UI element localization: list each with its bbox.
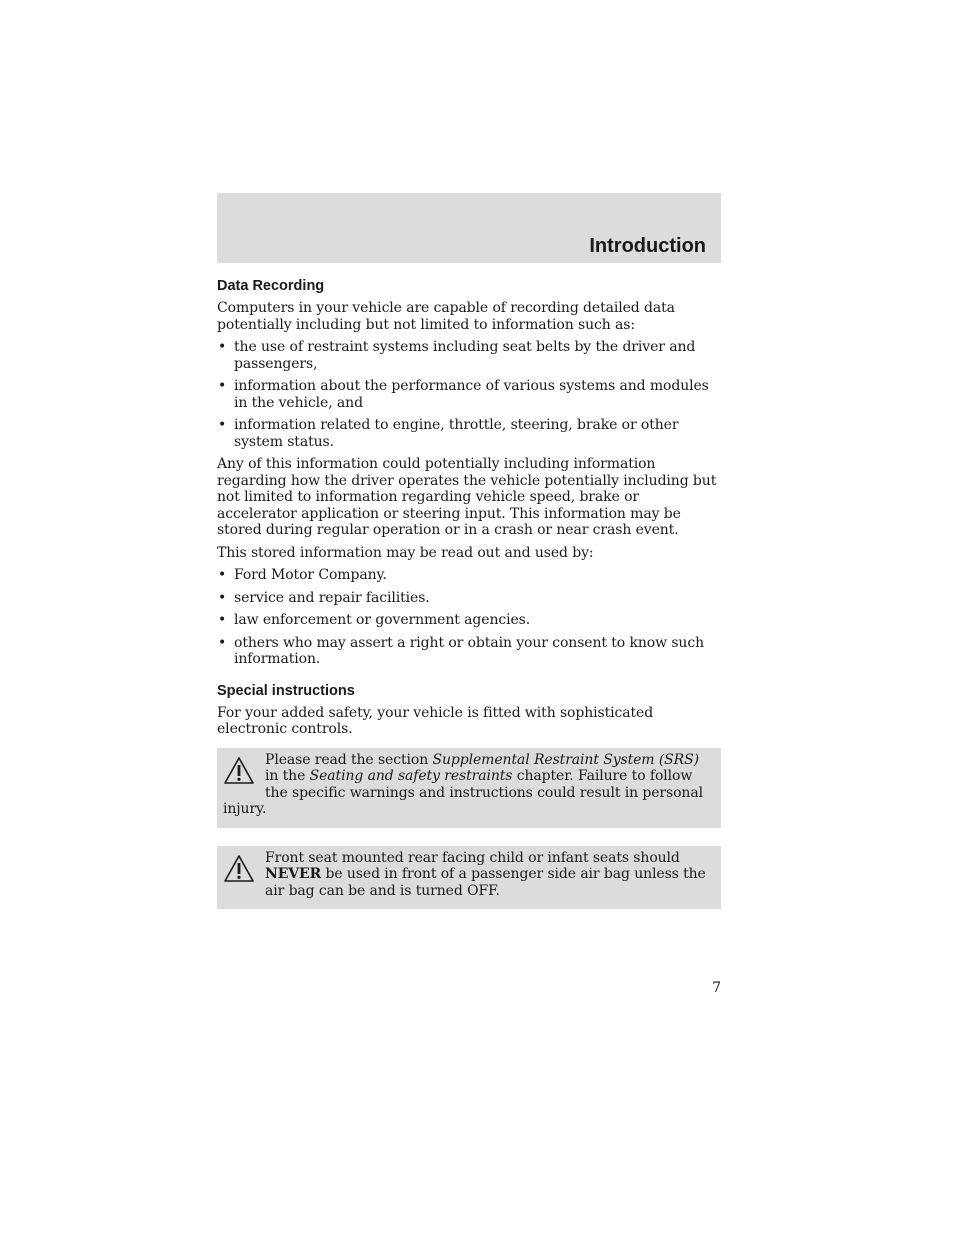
bullet-icon: • xyxy=(218,417,227,433)
recorded-info-list xyxy=(217,339,721,450)
warning-box-srs: Please read the section Supplemental Restraint System (SRS) in the Seating and safety restraints chapter. Failure to follow the specific warnings and instructions could result in personal injury. xyxy=(217,748,721,828)
list-item: • the use of restraint systems including seat belts by the driver and passengers, xyxy=(218,339,696,372)
warning-box-child-seat: Front seat mounted rear facing child or infant seats should NEVER be used in front of a passenger side air bag unless the air bag can be and is turned OFF. xyxy=(217,846,721,910)
list-item: • Ford Motor Company. xyxy=(218,567,387,583)
section-heading-data-recording: Data Recording xyxy=(217,278,325,294)
bullet-icon: • xyxy=(218,589,227,606)
data-readout-intro: This stored information may be read out and used by: xyxy=(217,544,594,561)
bullet-icon: • xyxy=(218,634,227,651)
list-item: • information about the performance of various systems and modules in the vehicle, and xyxy=(218,378,709,411)
warning-triangle-icon xyxy=(223,854,255,884)
list-item: • service and repair facilities. xyxy=(218,589,430,606)
warning-triangle-icon xyxy=(223,756,255,786)
bullet-icon: • xyxy=(218,612,227,628)
list-item: • others who may assert a right or obtain your consent to know such information. xyxy=(218,634,704,667)
bullet-icon: • xyxy=(218,567,227,583)
section-heading-special-instructions: Special instructions xyxy=(217,682,355,699)
special-instructions-intro: For your added safety, your vehicle is fitted with sophisticated electronic controls. xyxy=(217,704,654,737)
chapter-title: Introduction xyxy=(589,235,706,257)
page-content xyxy=(217,277,721,909)
list-item: • information related to engine, throttle, steering, brake or other system status. xyxy=(218,417,679,450)
data-recording-details: Any of this information could potentially including information regarding how the driver operates the vehicle potentially including but not limited to information regarding vehicle speed, brake or accelerator application or steering input. This information may be stored during regular operation or in a crash or near crash event. xyxy=(217,456,717,538)
data-recording-intro: Computers in your vehicle are capable of recording detailed data potentially including but not limited to information such as: xyxy=(217,300,675,333)
data-users-list xyxy=(217,567,721,668)
list-item: • law enforcement or government agencies. xyxy=(218,612,531,628)
bullet-icon: • xyxy=(218,339,227,355)
bullet-icon: • xyxy=(218,378,227,394)
page-number: 7 xyxy=(712,980,721,996)
chapter-header xyxy=(217,193,721,263)
